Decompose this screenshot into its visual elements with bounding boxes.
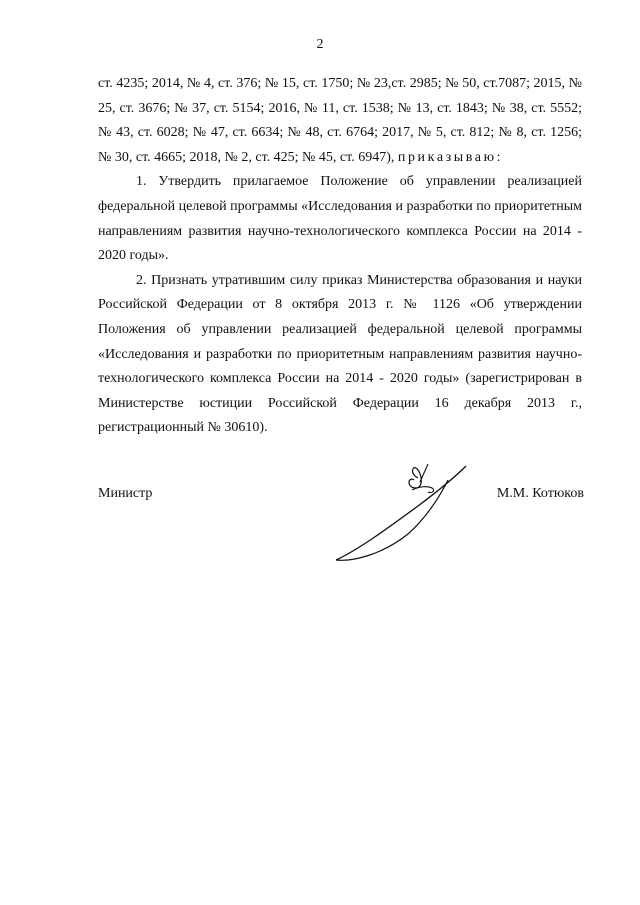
document-body <box>98 72 582 441</box>
signature-block <box>98 480 584 590</box>
signatory-role: Министр <box>98 486 153 501</box>
handwritten-signature <box>328 458 478 578</box>
page-number: 2 <box>316 37 324 52</box>
item-2-paragraph: 2. Признать утратившим силу приказ Министерства образования и науки Российской Федерации от 8 октября 2013 г. № 1126 «Об утверждении Положения об управлении реализацией федеральной целевой программы «Исследования и разработки по приоритетным направлениям развития научно-технологического комплекса России на 2014 - 2020 годы» (зарегистрирован в Министерстве юстиции Российской Федерации 16 декабря 2013 г., регистрационный № 30610). <box>98 272 582 436</box>
item-1-paragraph: 1. Утвердить прилагаемое Положение об управлении реализацией федеральной целевой программы «Исследования и разработки по приоритетным направлениям развития научно-технологического комплекса России на 2014 - 2020 годы». <box>98 174 582 264</box>
signatory-name: М.М. Котюков <box>496 486 584 501</box>
preamble-paragraph <box>98 72 582 170</box>
order-word: приказываю: <box>397 149 504 165</box>
preamble-citations: ст. 4235; 2014, № 4, ст. 376; № 15, ст. 1750; № 23,ст. 2985; № 50, ст.7087; 2015, № 25, ст. 3676; № 37, ст. 5154; 2016, № 11, ст. 1538; № 13, ст. 1843; № 38, ст. 5552; № 43, ст. 6028; № 47, ст. 6634; № 48, ст. 6764; 2017, № 5, ст. 812; № 8, ст. 1256; № 30, ст. 4665; 2018, № 2, ст. 425; № 45, ст. 6947), <box>98 76 582 165</box>
